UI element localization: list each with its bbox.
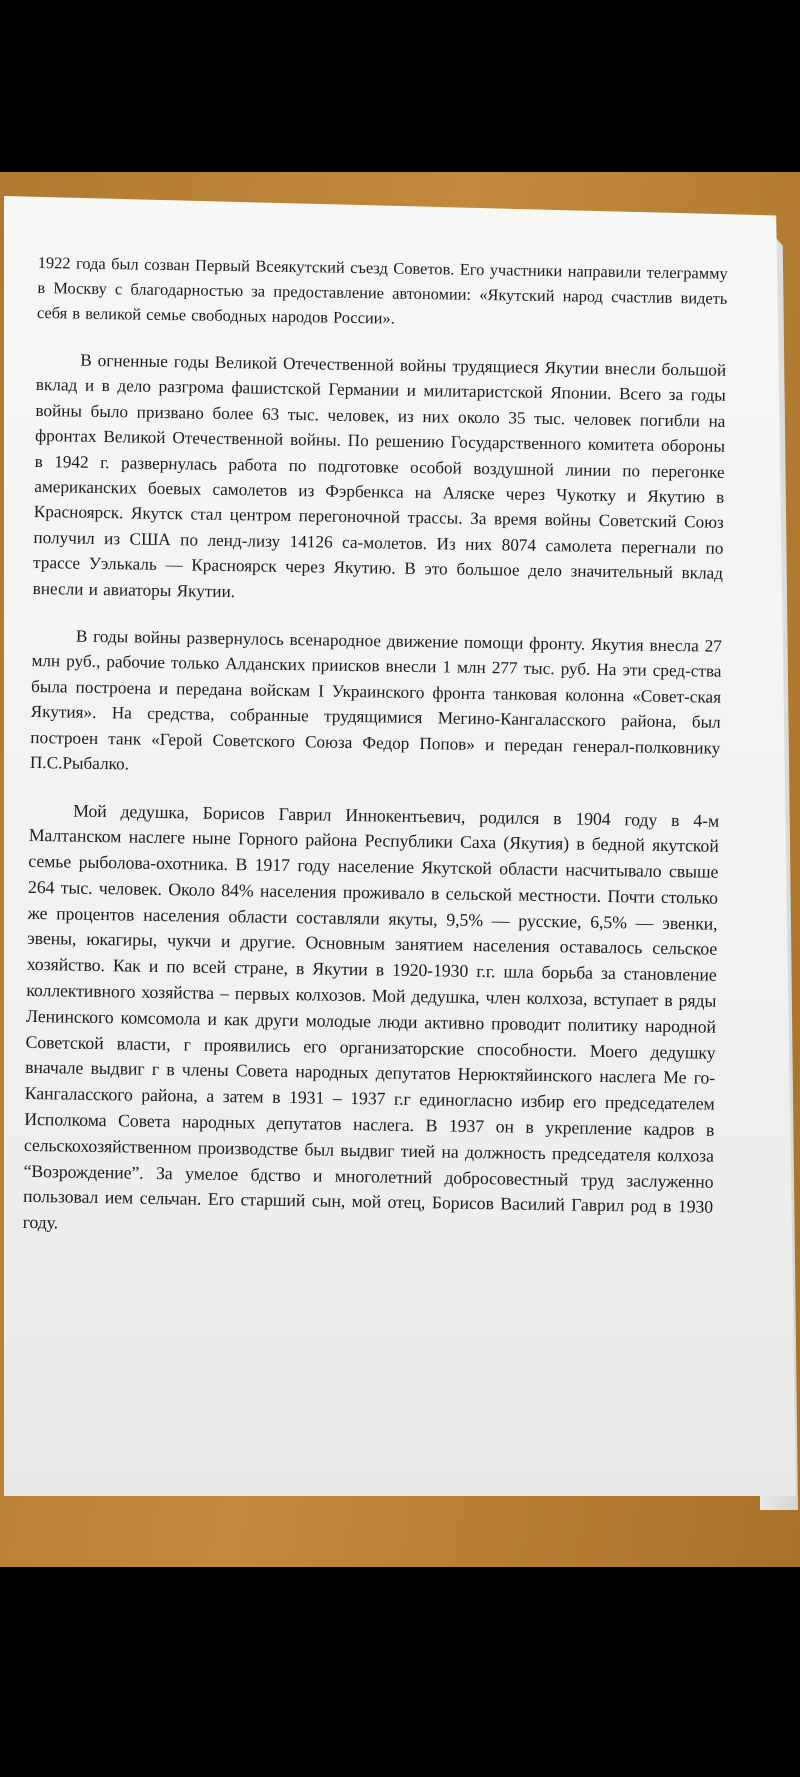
paragraph-2: В огненные годы Великой Отечественной войны трудящиеся Якутии внесли большой вклад и в дело разгрома фашистской Германии и милитаристской Японии. Всего за годы войны было призвано более 63 тыс. человек, из них около 35 тыс. человек погибли на фронтах Великой Отечественной войны. По решению Государственного комитета обороны в 1942 г. развернулась работа по подготовке особой воздушной линии по перегонке американских боевых самолетов из Фэрбенкса на Аляске через Чукотку и Якутию в Красноярск. Якутск стал центром перегоночной трассы. За время войны Советский Союз получил из США по ленд-лизу 14126 са-молетов. Из них 8074 самолета перегнали по трассе Уэлькаль — Красноярск через Якутию. В это большое дело значительный вклад внесли и авиаторы Якутии.	[32, 350, 727, 601]
paragraph-3: В годы войны развернулось всенародное движение помощи фронту. Якутия внесла 27 млн руб., рабочие только Алданских приисков внесли 1 млн 277 тыс. руб. На эти сред-ства была построена и передана войскам I Украинского фронта танковая колонна «Совет-ская Якутия». На средства, собранные трудящимися Мегино-Кангаласского района, был построен танк «Герой Советского Союза Федор Попов» и передан генерал-полковнику П.С.Рыбалко.	[29, 626, 723, 774]
paragraph-1: 1922 года был созван Первый Всеякутский съезд Советов. Его участники направили телеграмму в Москву с благодарностью за предоставление автономии: «Якутский народ счастлив видеть себя в великой семье свободных народов России».	[36, 252, 728, 328]
paragraph-4: Мой дедушка, Борисов Гаврил Иннокентьевич, родился в 1904 году в 4-м Малтанском наслеге ныне Горного района Республики Саха (Якутия) в бедной якутской семье рыболова-охотника. В 1917 году население Якутской области насчитывало свыше 264 тыс. человек. Около 84% населения проживало в сельской местности. Почти столько же процентов населения области составляли якуты, 9,5% — русские, 6,5% — эвенки, эвены, юкагиры, чукчи и другие. Основным занятием населения оставалось сельское хозяйство. Как и по всей стране, в Якутии в 1920-1930 г.г. шла борьба за становление коллективного хозяйства – первых колхозов. Мой дедушка, член колхоза, вступает в ряды Ленинского комсомола и как други молодые люди активно проводит политику народной Советской власти, г проявились его организаторские способности. Моего дедушку вначале выдвиг г в члены Совета народных депутатов Нерюктяйинского наслега Ме го-Кангаласского района, а затем в 1931 – 1937 г.г единогласно избир его председателем Исполкома Совета народных депутатов наслега. В 1937 он в укрепление кадров в сельскохозяйственном производстве был выдвиг тией на должность председателя колхоза “Возрождение”. За умелое бдство и многолетний добросовестный труд заслуженно пользовал ием сельчан. Его старший сын, мой отец, Борисов Василий Гаврил род в 1930 году.	[22, 800, 720, 1233]
document-text	[22, 250, 728, 1269]
background-dark	[0, 1567, 800, 1777]
